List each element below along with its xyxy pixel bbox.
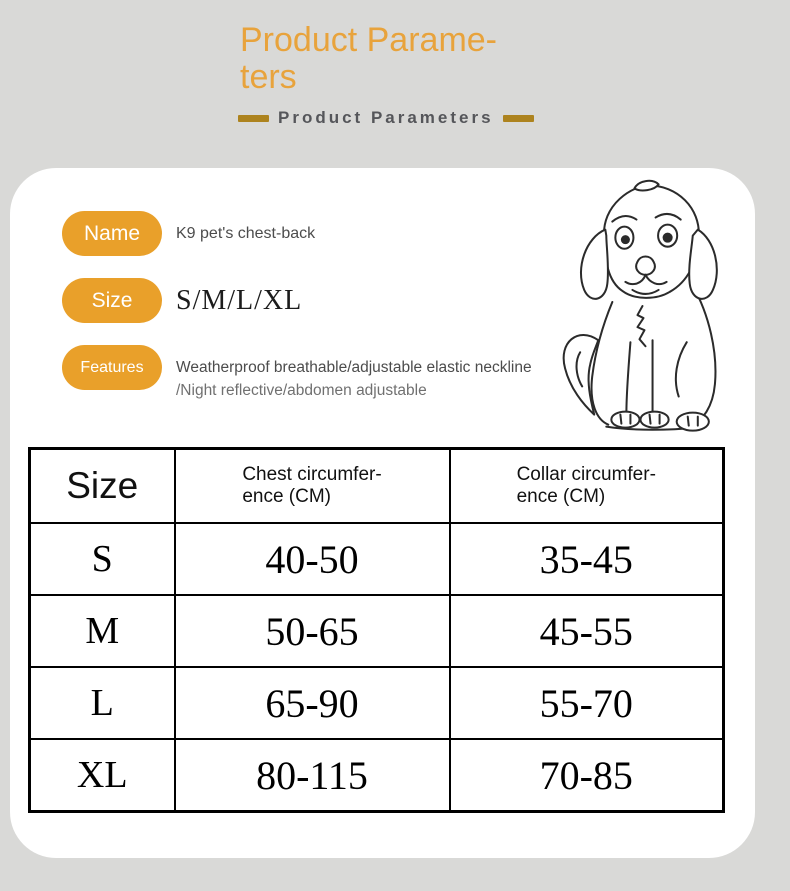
cell-size: L	[30, 667, 175, 739]
size-chart-table	[28, 447, 725, 813]
table-row-l	[30, 667, 724, 739]
size-chart-header-row	[30, 449, 724, 524]
header-cell-size: Size	[30, 449, 175, 524]
cell-collar: 35-45	[450, 523, 724, 595]
header-cell-collar: Collar circumfer- ence (CM)	[450, 449, 724, 524]
name-value: K9 pet's chest-back	[176, 224, 316, 242]
left-dash-icon	[238, 115, 269, 122]
cell-chest: 65-90	[175, 667, 450, 739]
features-value-line1: Weatherproof breathable/adjustable elastic neckline	[176, 358, 532, 376]
section-heading	[238, 106, 534, 130]
header-cell-chest: Chest circumfer- ence (CM)	[175, 449, 450, 524]
table-row-s	[30, 523, 724, 595]
size-pill: Size	[62, 278, 162, 323]
cell-collar: 45-55	[450, 595, 724, 667]
puppy-illustration-icon	[550, 174, 736, 434]
size-value: S/M/L/XL	[176, 284, 303, 316]
features-value-line2: /Night reflective/abdomen adjustable	[176, 382, 427, 399]
cell-size: S	[30, 523, 175, 595]
right-dash-icon	[503, 115, 534, 122]
product-info-card	[10, 168, 755, 858]
table-row-xl	[30, 739, 724, 812]
field-row-size	[62, 278, 302, 323]
cell-collar: 55-70	[450, 667, 724, 739]
cell-chest: 80-115	[175, 739, 450, 812]
page-title-line2: ters	[240, 58, 297, 96]
field-row-name	[62, 211, 315, 256]
name-pill: Name	[62, 211, 162, 256]
cell-size: M	[30, 595, 175, 667]
cell-size: XL	[30, 739, 175, 812]
cell-chest: 50-65	[175, 595, 450, 667]
section-heading-text: Product Parameters	[278, 108, 494, 127]
cell-collar: 70-85	[450, 739, 724, 812]
page-title-line1: Product Parame-	[240, 21, 497, 59]
table-row-m	[30, 595, 724, 667]
cell-chest: 40-50	[175, 523, 450, 595]
page-title	[240, 22, 497, 96]
features-pill: Features	[62, 345, 162, 390]
